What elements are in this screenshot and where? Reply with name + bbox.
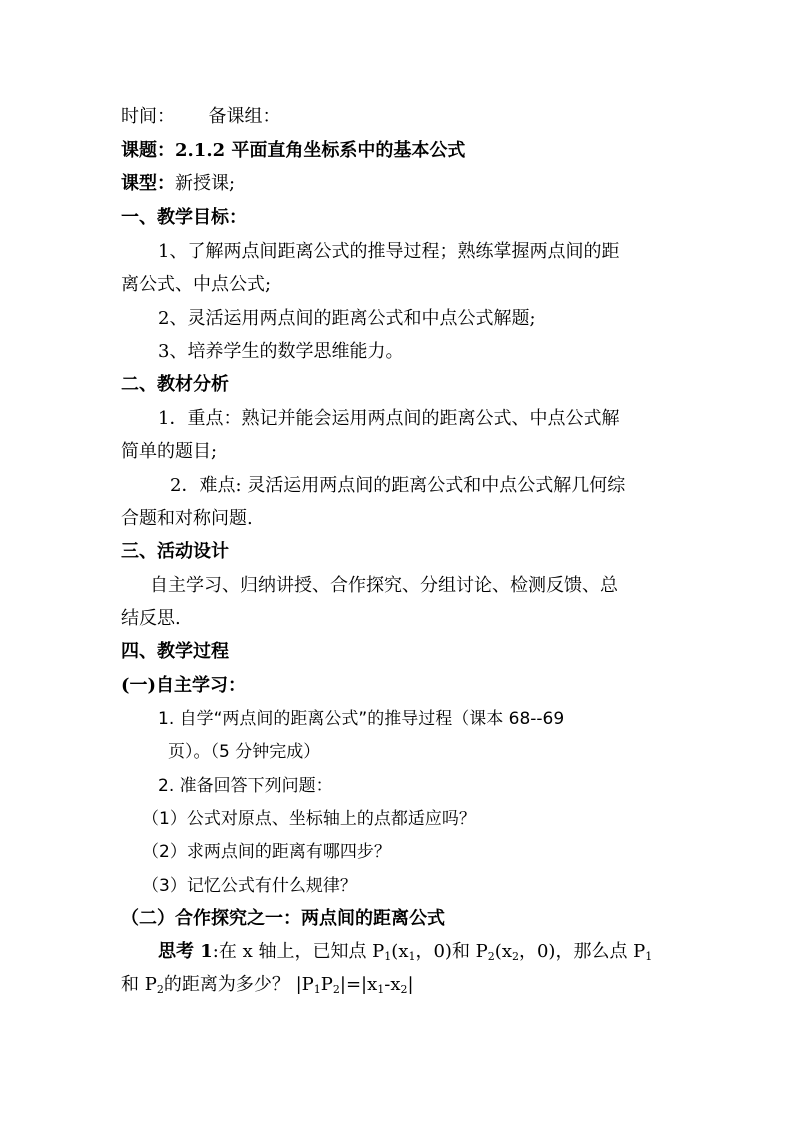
type-label: 课型： [121,173,175,194]
type-value: 新授课; [175,173,236,194]
topic-value: 2.1.2 平面直角坐标系中的基本公式 [175,140,466,161]
subscript: 2 [332,983,340,996]
think-1-line2 [121,974,414,996]
header-line [121,106,280,128]
think-1-text: 和 P [121,974,157,995]
objective-1-line2: 离公式、中点公式; [121,274,272,295]
objective-3: 3、培养学生的数学思维能力。 [158,341,404,362]
key-point-line1: 1．重点：熟记并能会运用两点间的距离公式、中点公式解 [158,408,620,429]
self-study-heading: (一)自主学习： [121,675,247,696]
difficulty-line2: 合题和对称问题. [121,508,253,529]
subscript: 2 [400,983,408,996]
think-1-label: 思考 1 [158,941,213,962]
step-2: 2. 准备回答下列问题： [158,776,333,796]
think-1-text: ，0)，那么点 P [518,941,646,962]
think-1-line1 [158,941,652,963]
think-1-text: :在 x 轴上，已知点 P [212,941,385,962]
think-1-text: ，0)和 P [415,941,488,962]
cooperative-heading: （二）合作探究之一：两点间的距离公式 [121,908,445,929]
subscript: 1 [377,983,385,996]
question-2: （2）求两点间的距离有哪四步？ [142,842,391,862]
subscript: 2 [487,950,495,963]
step-1-line2: 页）。（5 分钟完成） [168,742,321,762]
subscript: 1 [313,983,321,996]
type-line [121,173,235,195]
group-label: 备课组： [208,106,281,127]
objective-1-line1: 1、了解两点间距离公式的推导过程；熟练掌握两点间的距 [158,241,620,262]
activity-line2: 结反思. [121,608,181,629]
objectives-heading: 一、教学目标： [121,207,247,228]
step-1-line1: 1. 自学“两点间的距离公式”的推导过程（课本 68--69 [158,709,565,729]
topic-line [121,140,465,162]
subscript: 2 [156,983,164,996]
think-1-text: |=|x [339,974,378,995]
think-1-text: (x [494,941,512,962]
difficulty-line1: 2．难点: 灵活运用两点间的距离公式和中点公式解几何综 [170,475,626,496]
objective-2: 2、灵活运用两点间的距离公式和中点公式解题; [158,308,536,329]
topic-label: 课题： [121,140,175,161]
think-1-text: 的距离为多少？ |P [163,974,314,995]
subscript: 1 [384,950,392,963]
time-label: 时间： [121,106,175,127]
process-heading: 四、教学过程 [121,641,229,662]
activity-heading: 三、活动设计 [121,541,229,562]
activity-line1: 自主学习、归纳讲授、合作探究、分组讨论、检测反馈、总 [150,575,618,596]
subscript: 2 [511,950,519,963]
question-1: （1）公式对原点、坐标轴上的点都适应吗？ [142,809,476,829]
think-1-text: | [407,974,414,995]
think-1-text: P [320,974,333,995]
question-3: （3）记忆公式有什么规律？ [142,876,357,896]
think-1-text: (x [391,941,409,962]
subscript: 1 [645,950,653,963]
subscript: 1 [408,950,416,963]
analysis-heading: 二、教材分析 [121,374,229,395]
think-1-text: -x [384,974,401,995]
key-point-line2: 简单的题目; [121,441,218,462]
